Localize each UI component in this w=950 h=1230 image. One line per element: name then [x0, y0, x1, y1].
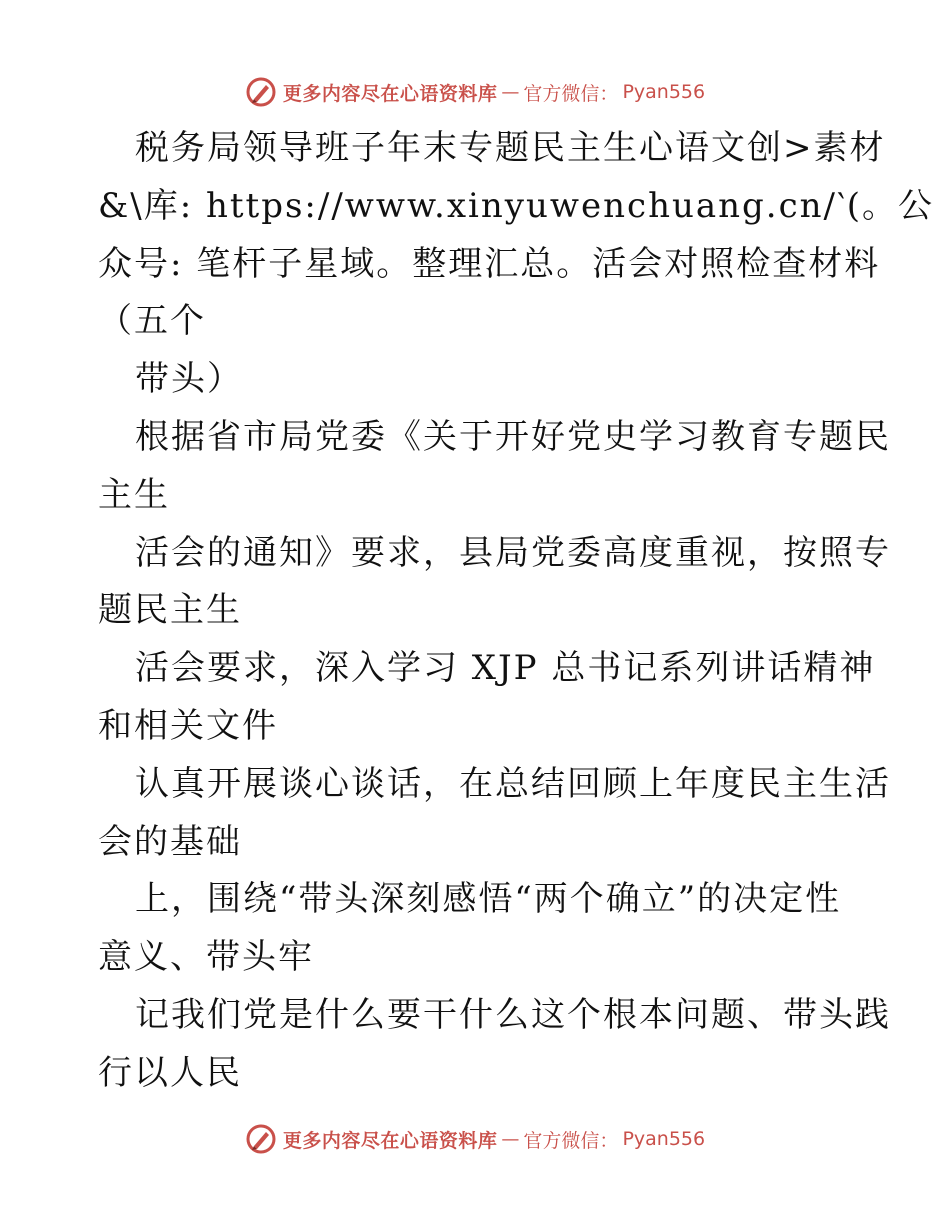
- pen-logo-icon: [245, 1123, 277, 1155]
- text-line: 活会的通知》要求，县局党委高度重视，按照专: [135, 532, 891, 573]
- text-line: 意义、带头牢: [98, 937, 314, 978]
- text-line: 和相关文件: [98, 705, 278, 746]
- footer-banner: [0, 1119, 950, 1159]
- wechat-id: Pyan556: [622, 1128, 706, 1150]
- text-line: 活会要求，深入学习 XJP 总书记系列讲话精神: [135, 648, 876, 689]
- wechat-label: 官方微信：: [523, 82, 619, 105]
- text-line: 行以人民: [98, 1052, 242, 1093]
- wechat-id: Pyan556: [622, 81, 706, 103]
- text-line: 题民主生: [98, 590, 242, 631]
- header-banner: [0, 72, 950, 112]
- brand-text: 更多内容尽在心语资料库: [282, 82, 498, 105]
- text-line: 上，围绕“带头深刻感悟“两个确立”的决定性: [135, 879, 842, 920]
- text-line: 带头）: [135, 359, 243, 400]
- text-line: 主生: [98, 474, 170, 515]
- text-line: &\库: https://www.xinyuwenchuang.cn/‵(。公: [98, 185, 934, 226]
- banner-separator: —: [501, 81, 520, 103]
- text-line: 众号: 笔杆子星域。整理汇总。活会对照检查材料: [98, 243, 881, 284]
- text-line: 会的基础: [98, 821, 242, 862]
- text-line: 认真开展谈心谈话，在总结回顾上年度民主生活: [135, 763, 891, 804]
- text-line: 税务局领导班子年末专题民主生心语文创>素材: [135, 128, 886, 168]
- text-line: 记我们党是什么要干什么这个根本问题、带头践: [135, 994, 891, 1035]
- brand-text: 更多内容尽在心语资料库: [282, 1129, 498, 1152]
- pen-logo-icon: [245, 76, 277, 108]
- banner-separator: —: [501, 1128, 520, 1150]
- text-line: （五个: [98, 301, 206, 342]
- document-body: [98, 120, 934, 1103]
- text-line: 根据省市局党委《关于开好党史学习教育专题民: [135, 416, 891, 457]
- wechat-label: 官方微信：: [523, 1129, 619, 1152]
